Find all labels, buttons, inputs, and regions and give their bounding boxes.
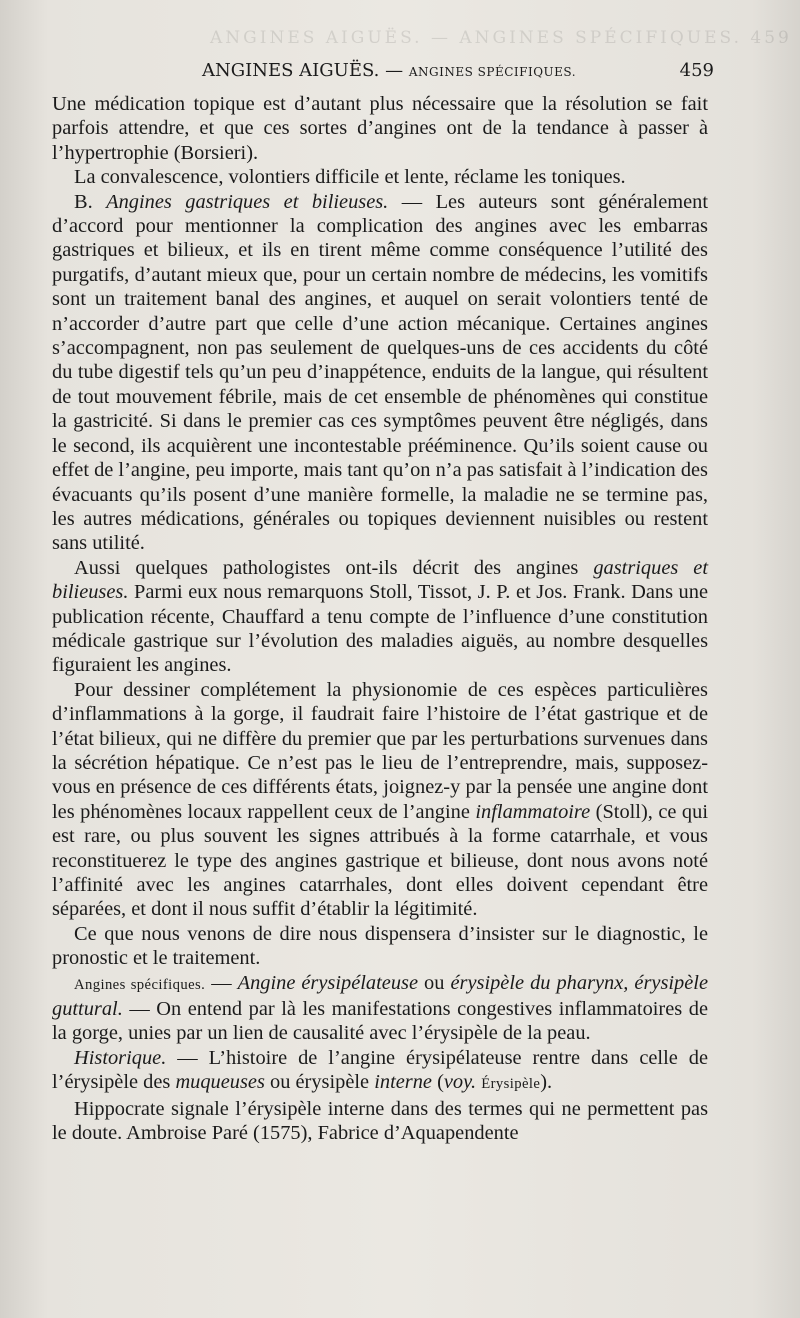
text-run: Pour dessiner complétement la physionomie de ces espèces particulières d’inflammations à la gorge, il faudrait faire l’histoire de l’état gastrique et de l’état bilieux, qui ne diffère du premier que par les perturbations survenues dans la sécrétion hépatique. Ce n’est pas le lieu de l’entreprendre, mais, supposez-vous en présence de ces différents états, joignez-y par la pensée une angine dont les phénomènes locaux rappellent ceux de l’angine — [52, 678, 708, 823]
paragraph — [52, 971, 708, 1046]
paragraph — [52, 165, 708, 189]
paragraph — [52, 1097, 708, 1146]
italic-run: voy. — [443, 1071, 477, 1094]
paragraph — [52, 678, 708, 922]
text-run: — Les auteurs sont généralement d’accord pour mentionner la complication des angines avec les embarras gastriques et bilieux, et ils en tirent même comme conséquence l’utilité des purgatifs, d’autant mieux que, pour un certain nombre de médecins, les vomitifs sont un traitement banal des angines, et auquel on serait volontiers tenté de n’accorder d’autre part que celle d’une action mécanique. Certaines angines s’accompagnent, non pas seulement de quelques-uns de ces accidents du côté du tube digestif tels qu’un peu d’inappétence, enduits de la langue, qui résultent de tout mouvement fébrile, mais de cet ensemble de phénomènes qui constitue la gastricité. Si dans le premier cas ces symptômes peuvent être négligés, dans le second, ils acquièrent une incontestable prééminence. Qu’ils soient cause ou effet de l’angine, peu importe, mais tant qu’on n’a pas satisfait à l’indication des évacuants qu’ils posent d’une manière formelle, la maladie ne se termine pas, les autres médications, générales ou topiques deviennent nuisibles ou restent sans utilité. — [52, 190, 709, 555]
text-run: — L’histoire de l’angine érysipélateuse rentre dans celle de l’érysipèle des — [52, 1046, 708, 1094]
text-run: Une médication topique est d’autant plus nécessaire que la résolution se fait parfois attendre, et que ces sortes d’angines ont de la tendance à passer à l’hypertrophie (Borsieri). — [52, 93, 708, 164]
italic-run: érysipèle du pharynx, érysipèle guttural. — [52, 971, 709, 1021]
italic-run: Angine érysipélateuse — [237, 971, 419, 994]
running-head — [52, 56, 714, 86]
running-head-section: ANGINES SPÉCIFIQUES. — [408, 65, 577, 79]
text-run: Ce que nous venons de dire nous dispensera d’insister sur le diagnostic, le pronostic et le traitement. — [52, 922, 708, 970]
small-caps-run: Angines spécifiques. — [74, 976, 206, 993]
text-run: La convalescence, volontiers difficile et lente, réclame les toniques. — [74, 166, 626, 189]
italic-run: muqueuses — [175, 1071, 265, 1094]
text-run: (Stoll), ce qui est rare, ou plus souvent les signes attribués à la forme catarrhale, et vous reconstituerez le type des angines gastrique et bilieuse, dont nous avons noté l’affinité avec les angines catarrhales, dont elles doivent cependant être séparées, et dont il nous suffit d’établir la légitimité. — [52, 800, 708, 921]
italic-run: Historique. — [74, 1046, 167, 1069]
paragraph — [52, 922, 708, 971]
page-number: 459 — [679, 60, 714, 81]
text-run: ). — [540, 1071, 553, 1094]
text-run: Hippocrate signale l’érysipèle interne dans des termes qui ne permettent pas le doute. Ambroise Paré (1575), Fabrice d’Aquapendente — [52, 1097, 708, 1145]
text-run: — — [205, 971, 238, 994]
paragraph — [52, 190, 708, 556]
italic-run: interne — [374, 1071, 432, 1094]
paragraph — [52, 556, 708, 678]
paragraph — [52, 1046, 708, 1097]
text-run: — On entend par là les manifestations congestives inflammatoires de la gorge, unies par un lien de causalité avec l’érysipèle de la peau. — [52, 998, 708, 1045]
running-head-dash: — — [385, 60, 404, 81]
text-run: ( — [431, 1071, 444, 1094]
text-run: B. — [74, 190, 107, 213]
italic-run: Angines gastriques et bilieuses. — [106, 190, 389, 213]
running-head-main: ANGINES AIGUËS. — [202, 60, 380, 81]
body-text — [52, 92, 708, 1145]
small-caps-run: Érysipèle — [481, 1076, 541, 1093]
text-run: ou — [418, 971, 451, 994]
paragraph — [52, 92, 708, 165]
bleed-through-text: ANGINES AIGUËS. — ANGINES SPÉCIFIQUES. 459 — [210, 28, 792, 48]
text-run: ou érysipèle — [264, 1071, 375, 1094]
italic-run: gastriques et bilieuses. — [52, 556, 708, 604]
italic-run: inflammatoire — [475, 800, 591, 823]
text-run: Parmi eux nous remarquons Stoll, Tissot, J. P. et Jos. Frank. Dans une publication récente, Chauffard a tenu compte de l’influence d’une constitution médicale gastrique sur l’évolution des maladies aiguës, au nombre desquelles figuraient les angines. — [52, 581, 708, 677]
text-run: Aussi quelques pathologistes ont-ils décrit des angines — [74, 556, 594, 579]
running-head-title — [202, 56, 576, 87]
